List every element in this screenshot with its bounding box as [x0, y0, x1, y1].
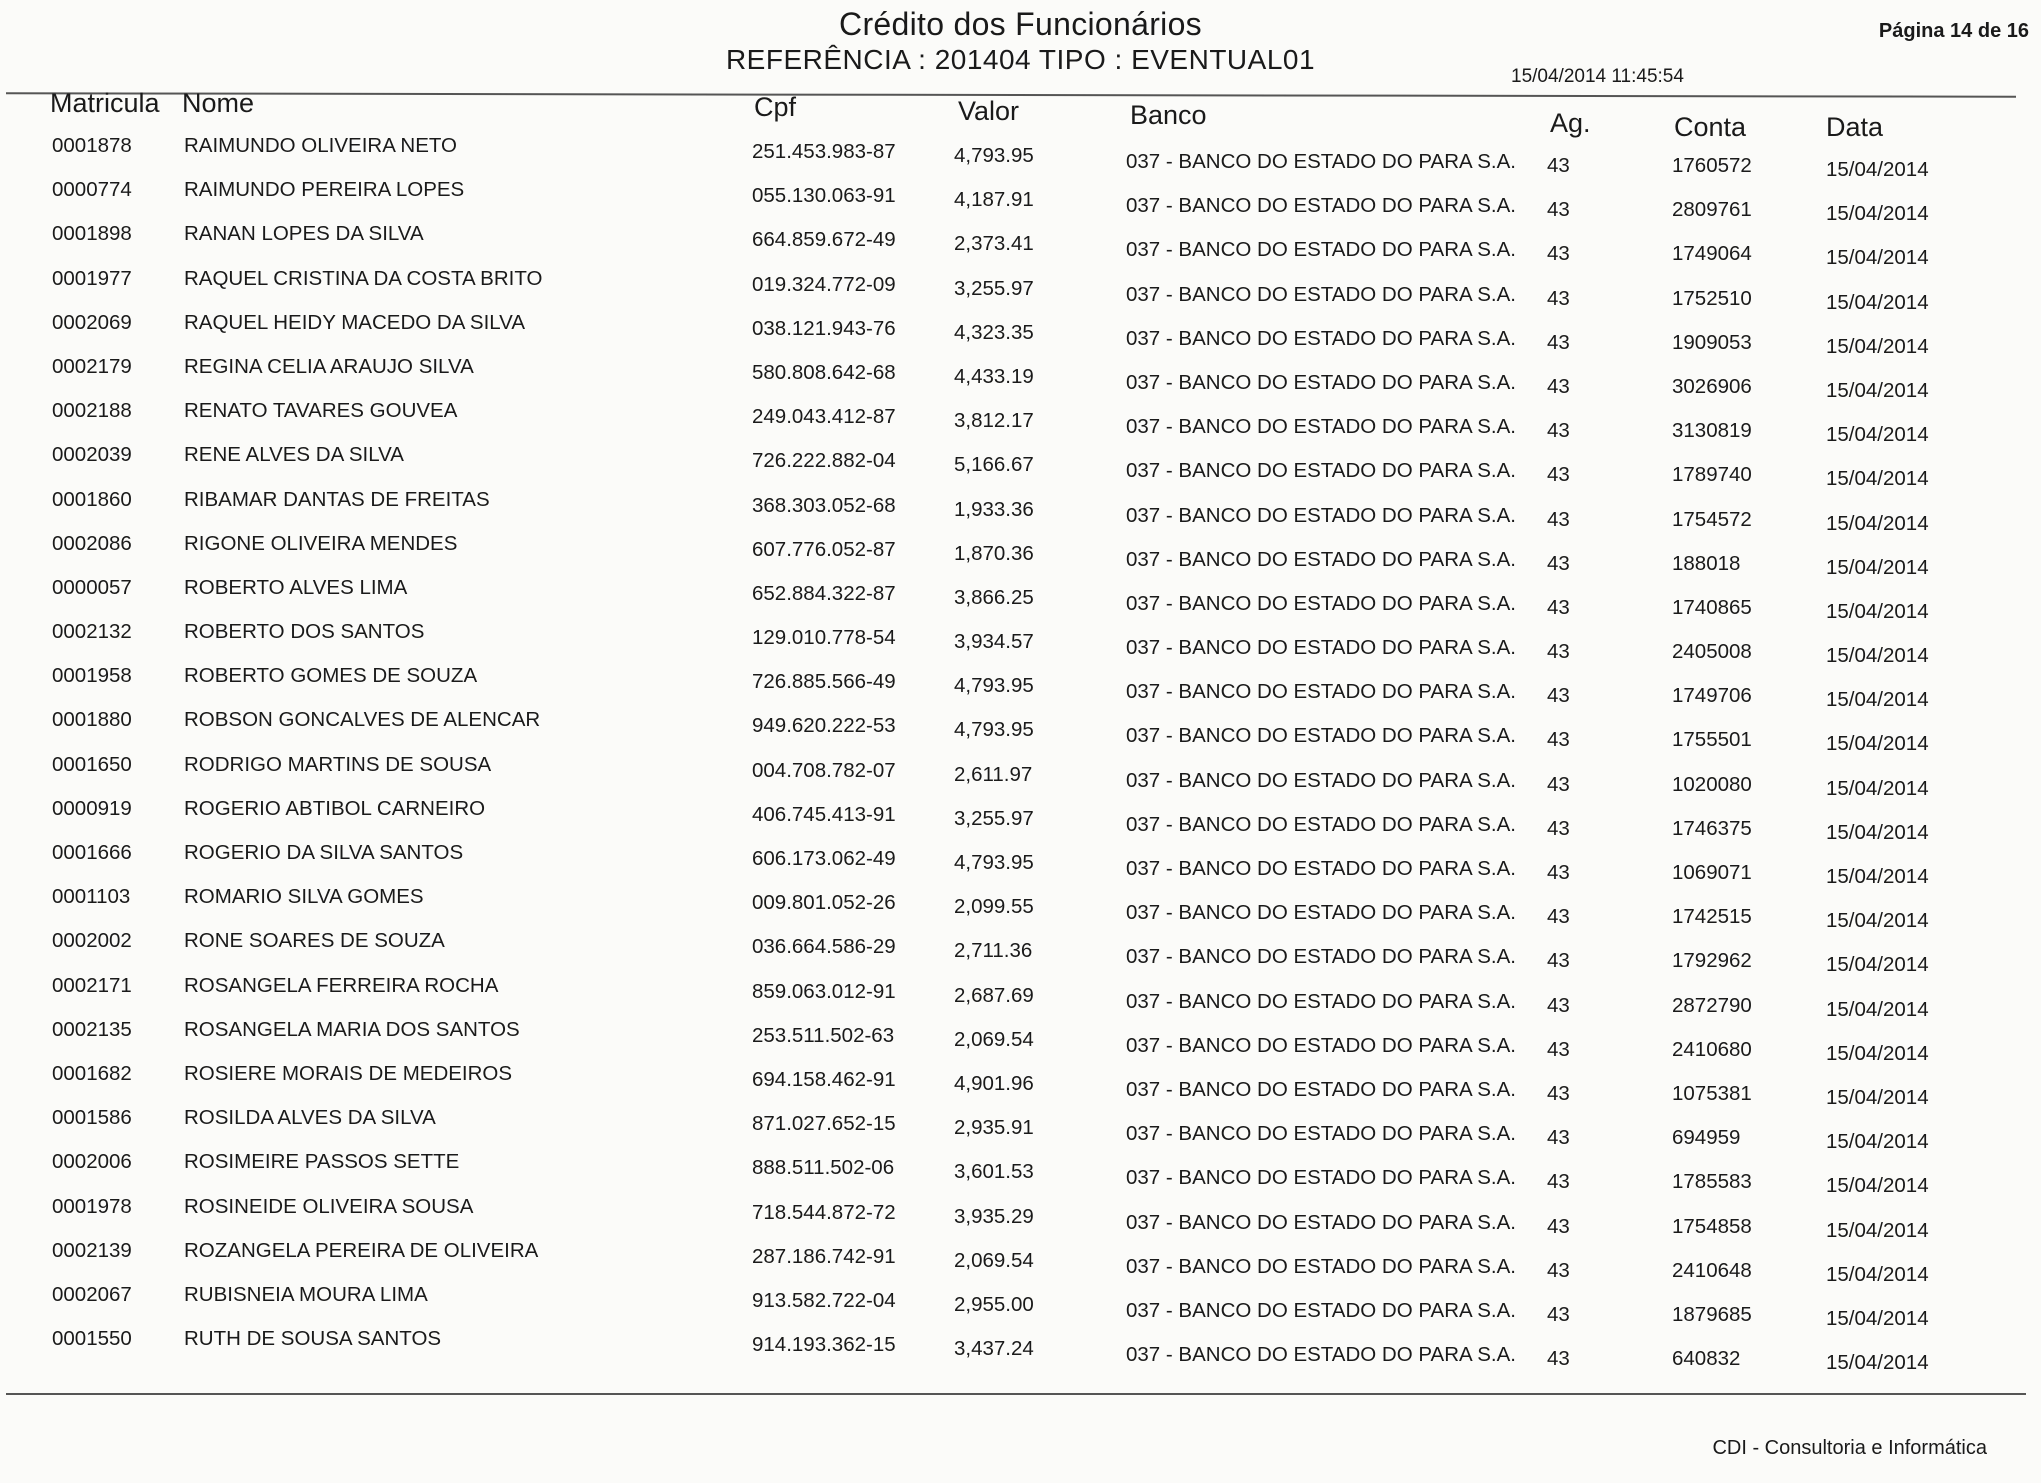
cell-cpf: 726.222.882-04 [752, 449, 896, 473]
cell-conta: 2809761 [1672, 198, 1752, 222]
cell-conta: 1785583 [1672, 1170, 1752, 1194]
table-row [0, 972, 2041, 1021]
cell-data: 15/04/2014 [1826, 953, 1929, 977]
table-row [0, 618, 2041, 668]
cell-nome: ROBERTO ALVES LIMA [184, 575, 408, 599]
cell-matricula: 0002132 [52, 620, 132, 644]
cell-banco: 037 - BANCO DO ESTADO DO PARA S.A. [1126, 459, 1516, 483]
cell-banco: 037 - BANCO DO ESTADO DO PARA S.A. [1126, 1166, 1516, 1190]
cell-data: 15/04/2014 [1826, 202, 1929, 226]
cell-banco: 037 - BANCO DO ESTADO DO PARA S.A. [1126, 636, 1516, 660]
cell-valor: 4,793.95 [954, 851, 1034, 874]
cell-banco: 037 - BANCO DO ESTADO DO PARA S.A. [1126, 945, 1516, 969]
cell-conta: 1760572 [1672, 154, 1752, 177]
cell-agencia: 43 [1547, 286, 1570, 310]
cell-nome: ROBSON GONCALVES DE ALENCAR [184, 708, 541, 732]
cell-data: 15/04/2014 [1826, 732, 1929, 756]
cell-nome: ROBERTO GOMES DE SOUZA [184, 664, 478, 688]
cell-nome: ROSINEIDE OLIVEIRA SOUSA [184, 1194, 474, 1218]
cell-matricula: 0001666 [52, 841, 132, 864]
cell-cpf: 009.801.052-26 [752, 891, 896, 915]
cell-data: 15/04/2014 [1826, 1130, 1929, 1154]
report-subtitle: REFERÊNCIA : 201404 TIPO : EVENTUAL01 [725, 44, 1316, 75]
cell-matricula: 0002135 [52, 1017, 132, 1041]
cell-nome: RIGONE OLIVEIRA MENDES [184, 531, 458, 555]
cell-agencia: 43 [1547, 330, 1570, 354]
table-row [0, 706, 2041, 756]
table-row [0, 441, 2041, 491]
cell-cpf: 913.582.722-04 [752, 1288, 896, 1312]
cell-data: 15/04/2014 [1826, 246, 1929, 270]
cell-nome: RAQUEL HEIDY MACEDO DA SILVA [184, 310, 526, 334]
cell-agencia: 43 [1547, 684, 1570, 708]
cell-cpf: 718.544.872-72 [752, 1200, 896, 1224]
cell-data: 15/04/2014 [1826, 909, 1929, 933]
cell-nome: RAIMUNDO PEREIRA LOPES [184, 178, 465, 202]
column-header-ag: Ag. [1550, 108, 1591, 138]
cell-data: 15/04/2014 [1826, 158, 1929, 181]
cell-conta: 1879685 [1672, 1302, 1752, 1326]
cell-data: 15/04/2014 [1826, 1306, 1929, 1330]
cell-agencia: 43 [1547, 1170, 1570, 1194]
cell-nome: RODRIGO MARTINS DE SOUSA [184, 752, 492, 776]
cell-nome: ROBERTO DOS SANTOS [184, 620, 425, 644]
cell-agencia: 43 [1547, 816, 1570, 840]
cell-cpf: 253.511.502-63 [752, 1023, 895, 1047]
cell-agencia: 43 [1547, 374, 1570, 398]
cell-data: 15/04/2014 [1826, 1262, 1929, 1286]
cell-matricula: 0002188 [52, 399, 132, 423]
cell-data: 15/04/2014 [1826, 997, 1929, 1021]
cell-banco: 037 - BANCO DO ESTADO DO PARA S.A. [1126, 812, 1516, 836]
cell-valor: 4,793.95 [954, 144, 1034, 167]
cell-data: 15/04/2014 [1826, 1085, 1929, 1109]
cell-data: 15/04/2014 [1826, 1351, 1929, 1375]
cell-banco: 037 - BANCO DO ESTADO DO PARA S.A. [1126, 1077, 1516, 1101]
cell-conta: 640832 [1672, 1347, 1741, 1371]
cell-matricula: 0002171 [52, 973, 132, 997]
credit-table [0, 132, 2041, 1375]
footer-company: CDI - Consultoria e Informática [1712, 1437, 1987, 1459]
column-header-valor: Valor [958, 96, 1020, 126]
cell-cpf: 406.745.413-91 [752, 802, 896, 826]
cell-valor: 2,099.55 [954, 895, 1034, 919]
cell-valor: 2,069.54 [954, 1027, 1034, 1051]
column-header-matricula: Matricula [50, 88, 160, 118]
cell-nome: RUBISNEIA MOURA LIMA [184, 1282, 428, 1306]
table-row [0, 574, 2041, 623]
cell-nome: RANAN LOPES DA SILVA [184, 222, 424, 246]
table-row [0, 883, 2041, 933]
table-row [0, 839, 2041, 888]
cell-banco: 037 - BANCO DO ESTADO DO PARA S.A. [1126, 547, 1516, 571]
table-row [0, 220, 2041, 270]
cell-banco: 037 - BANCO DO ESTADO DO PARA S.A. [1126, 1298, 1516, 1322]
cell-agencia: 43 [1547, 1302, 1570, 1326]
table-row [0, 132, 2041, 181]
cell-nome: RAQUEL CRISTINA DA COSTA BRITO [184, 266, 543, 290]
cell-valor: 4,187.91 [954, 188, 1034, 212]
cell-cpf: 249.043.412-87 [752, 405, 896, 429]
cell-banco: 037 - BANCO DO ESTADO DO PARA S.A. [1126, 1210, 1516, 1234]
cell-data: 15/04/2014 [1826, 555, 1929, 579]
cell-agencia: 43 [1547, 463, 1570, 487]
cell-data: 15/04/2014 [1826, 511, 1929, 535]
cell-nome: RAIMUNDO OLIVEIRA NETO [184, 134, 458, 157]
cell-cpf: 368.303.052-68 [752, 493, 896, 517]
footer-rule [6, 1393, 2026, 1395]
table-row [0, 353, 2041, 402]
cell-cpf: 251.453.983-87 [752, 140, 896, 163]
cell-cpf: 580.808.642-68 [752, 360, 896, 384]
cell-matricula: 0001878 [52, 134, 132, 157]
table-row [0, 1281, 2041, 1330]
cell-matricula: 0001103 [52, 885, 131, 909]
cell-valor: 4,433.19 [954, 364, 1034, 388]
cell-banco: 037 - BANCO DO ESTADO DO PARA S.A. [1126, 989, 1516, 1013]
cell-agencia: 43 [1547, 1126, 1570, 1150]
cell-nome: ROSANGELA FERREIRA ROCHA [184, 973, 499, 997]
cell-matricula: 0001977 [52, 266, 132, 290]
cell-agencia: 43 [1547, 1258, 1570, 1282]
cell-agencia: 43 [1547, 728, 1570, 752]
cell-agencia: 43 [1547, 551, 1570, 575]
cell-matricula: 0001958 [52, 664, 132, 688]
cell-data: 15/04/2014 [1826, 378, 1929, 402]
cell-cpf: 004.708.782-07 [752, 758, 896, 782]
cell-conta: 2872790 [1672, 993, 1752, 1017]
report-timestamp: 15/04/2014 11:45:54 [1511, 66, 1684, 87]
cell-cpf: 055.130.063-91 [752, 184, 896, 208]
table-row [0, 751, 2041, 800]
cell-cpf: 019.324.772-09 [752, 272, 896, 296]
cell-banco: 037 - BANCO DO ESTADO DO PARA S.A. [1126, 282, 1516, 306]
table-row [0, 1325, 2041, 1375]
table-row [0, 530, 2041, 579]
cell-banco: 037 - BANCO DO ESTADO DO PARA S.A. [1126, 150, 1516, 173]
column-header-nome: Nome [182, 88, 255, 118]
cell-banco: 037 - BANCO DO ESTADO DO PARA S.A. [1126, 768, 1516, 792]
table-row [0, 1060, 2041, 1109]
cell-valor: 3,812.17 [954, 409, 1034, 433]
cell-cpf: 607.776.052-87 [752, 537, 896, 561]
cell-matricula: 0001650 [52, 752, 132, 776]
cell-banco: 037 - BANCO DO ESTADO DO PARA S.A. [1126, 1343, 1516, 1367]
cell-valor: 5,166.67 [954, 453, 1034, 477]
cell-conta: 1075381 [1672, 1081, 1752, 1105]
table-row [0, 1104, 2041, 1154]
cell-agencia: 43 [1547, 1037, 1570, 1061]
cell-banco: 037 - BANCO DO ESTADO DO PARA S.A. [1126, 326, 1516, 350]
cell-valor: 3,255.97 [954, 276, 1034, 300]
cell-conta: 1069071 [1672, 861, 1752, 884]
cell-nome: ROGERIO ABTIBOL CARNEIRO [184, 796, 486, 820]
cell-data: 15/04/2014 [1826, 865, 1929, 888]
cell-conta: 1754858 [1672, 1214, 1752, 1238]
table-row [0, 1237, 2041, 1286]
cell-conta: 1909053 [1672, 330, 1752, 354]
table-row [0, 1016, 2041, 1065]
cell-cpf: 287.186.742-91 [752, 1244, 896, 1268]
cell-valor: 2,611.97 [954, 762, 1033, 786]
cell-nome: RUTH DE SOUSA SANTOS [184, 1327, 442, 1351]
cell-valor: 3,935.29 [954, 1204, 1034, 1228]
cell-conta: 3130819 [1672, 419, 1752, 443]
cell-conta: 694959 [1672, 1126, 1741, 1150]
table-row [0, 309, 2041, 358]
cell-data: 15/04/2014 [1826, 599, 1929, 623]
table-row [0, 265, 2041, 314]
cell-matricula: 0002086 [52, 531, 132, 555]
cell-cpf: 859.063.012-91 [752, 979, 896, 1003]
cell-agencia: 43 [1547, 993, 1570, 1017]
cell-matricula: 0002006 [52, 1150, 132, 1174]
cell-banco: 037 - BANCO DO ESTADO DO PARA S.A. [1126, 503, 1516, 527]
cell-matricula: 0001898 [52, 222, 132, 246]
cell-valor: 3,601.53 [954, 1160, 1034, 1184]
cell-conta: 2405008 [1672, 640, 1752, 664]
cell-agencia: 43 [1547, 1081, 1570, 1105]
cell-cpf: 871.027.652-15 [752, 1112, 896, 1136]
cell-conta: 1792962 [1672, 949, 1752, 973]
table-row [0, 795, 2041, 844]
cell-banco: 037 - BANCO DO ESTADO DO PARA S.A. [1126, 415, 1516, 439]
table-row [0, 927, 2041, 977]
cell-banco: 037 - BANCO DO ESTADO DO PARA S.A. [1126, 194, 1516, 218]
cell-banco: 037 - BANCO DO ESTADO DO PARA S.A. [1126, 901, 1516, 925]
cell-conta: 2410680 [1672, 1037, 1752, 1061]
cell-data: 15/04/2014 [1826, 423, 1929, 447]
cell-valor: 2,069.54 [954, 1248, 1034, 1272]
cell-cpf: 726.885.566-49 [752, 670, 896, 694]
cell-data: 15/04/2014 [1826, 334, 1929, 358]
cell-cpf: 652.884.322-87 [752, 581, 896, 605]
cell-banco: 037 - BANCO DO ESTADO DO PARA S.A. [1126, 591, 1516, 615]
cell-matricula: 0002067 [52, 1282, 132, 1306]
cell-valor: 2,711.36 [954, 939, 1033, 963]
cell-conta: 1742515 [1672, 905, 1752, 929]
cell-banco: 037 - BANCO DO ESTADO DO PARA S.A. [1126, 724, 1516, 748]
cell-valor: 3,866.25 [954, 585, 1034, 609]
table-row [0, 486, 2041, 535]
cell-conta: 1752510 [1672, 286, 1752, 310]
cell-data: 15/04/2014 [1826, 1041, 1929, 1065]
cell-nome: ROSIMEIRE PASSOS SETTE [184, 1150, 460, 1174]
cell-conta: 1789740 [1672, 463, 1752, 487]
cell-matricula: 0002039 [52, 443, 132, 467]
cell-conta: 1020080 [1672, 772, 1752, 796]
cell-matricula: 0001860 [52, 487, 132, 511]
cell-cpf: 036.664.586-29 [752, 935, 896, 959]
cell-matricula: 0002069 [52, 310, 132, 334]
cell-matricula: 0001880 [52, 708, 132, 732]
cell-data: 15/04/2014 [1826, 688, 1929, 712]
cell-agencia: 43 [1547, 772, 1570, 796]
cell-nome: REGINA CELIA ARAUJO SILVA [184, 354, 474, 378]
column-header-banco: Banco [1130, 100, 1207, 130]
cell-valor: 2,687.69 [954, 983, 1034, 1007]
cell-conta: 1754572 [1672, 507, 1752, 531]
cell-matricula: 0001682 [52, 1061, 132, 1085]
cell-matricula: 0002139 [52, 1238, 132, 1262]
cell-valor: 4,793.95 [954, 674, 1034, 698]
cell-valor: 2,373.41 [954, 232, 1034, 256]
cell-matricula: 0001586 [52, 1106, 132, 1130]
cell-banco: 037 - BANCO DO ESTADO DO PARA S.A. [1126, 680, 1516, 704]
cell-data: 15/04/2014 [1826, 467, 1929, 491]
cell-banco: 037 - BANCO DO ESTADO DO PARA S.A. [1126, 1122, 1516, 1146]
cell-agencia: 43 [1547, 595, 1570, 619]
cell-banco: 037 - BANCO DO ESTADO DO PARA S.A. [1126, 1254, 1516, 1278]
table-row [0, 397, 2041, 447]
column-header-data: Data [1826, 112, 1884, 142]
cell-agencia: 43 [1547, 154, 1570, 177]
cell-nome: ROSIERE MORAIS DE MEDEIROS [184, 1061, 513, 1085]
cell-conta: 1749064 [1672, 242, 1752, 266]
cell-conta: 3026906 [1672, 374, 1752, 398]
cell-conta: 1749706 [1672, 684, 1752, 708]
cell-matricula: 0001978 [52, 1194, 132, 1218]
cell-cpf: 949.620.222-53 [752, 714, 896, 738]
table-row [0, 1148, 2041, 1198]
cell-nome: ROGERIO DA SILVA SANTOS [184, 841, 464, 864]
table-row [0, 1193, 2041, 1242]
cell-agencia: 43 [1547, 905, 1570, 929]
cell-agencia: 43 [1547, 949, 1570, 973]
cell-data: 15/04/2014 [1826, 1218, 1929, 1242]
cell-nome: RENATO TAVARES GOUVEA [184, 399, 458, 423]
cell-banco: 037 - BANCO DO ESTADO DO PARA S.A. [1126, 1033, 1516, 1057]
cell-conta: 188018 [1672, 551, 1741, 575]
cell-cpf: 694.158.462-91 [752, 1067, 896, 1091]
cell-agencia: 43 [1547, 507, 1570, 531]
cell-matricula: 0000774 [52, 178, 132, 202]
cell-data: 15/04/2014 [1826, 644, 1929, 668]
cell-matricula: 0002179 [52, 354, 132, 378]
cell-valor: 4,901.96 [954, 1071, 1034, 1095]
cell-cpf: 914.193.362-15 [752, 1333, 896, 1357]
cell-valor: 1,933.36 [954, 497, 1034, 521]
cell-agencia: 43 [1547, 1347, 1570, 1371]
cell-valor: 2,935.91 [954, 1116, 1034, 1140]
cell-agencia: 43 [1547, 198, 1570, 222]
column-header-cpf: Cpf [754, 92, 797, 122]
cell-matricula: 0002002 [52, 929, 132, 953]
cell-matricula: 0000057 [52, 575, 132, 599]
cell-banco: 037 - BANCO DO ESTADO DO PARA S.A. [1126, 857, 1516, 880]
cell-conta: 2410648 [1672, 1258, 1752, 1282]
cell-valor: 2,955.00 [954, 1292, 1034, 1316]
cell-cpf: 606.173.062-49 [752, 847, 896, 870]
cell-data: 15/04/2014 [1826, 1174, 1929, 1198]
column-header-conta: Conta [1674, 112, 1747, 142]
cell-cpf: 888.511.502-06 [752, 1156, 895, 1180]
page-number: Página 14 de 16 [1878, 20, 2029, 42]
cell-valor: 1,870.36 [954, 541, 1034, 565]
cell-data: 15/04/2014 [1826, 290, 1929, 314]
table-row [0, 662, 2041, 712]
cell-valor: 4,323.35 [954, 320, 1034, 344]
cell-banco: 037 - BANCO DO ESTADO DO PARA S.A. [1126, 370, 1516, 394]
cell-conta: 1740865 [1672, 595, 1752, 619]
cell-agencia: 43 [1547, 242, 1570, 266]
cell-cpf: 664.859.672-49 [752, 228, 896, 252]
cell-data: 15/04/2014 [1826, 776, 1929, 800]
cell-data: 15/04/2014 [1826, 820, 1929, 844]
cell-nome: ROZANGELA PEREIRA DE OLIVEIRA [184, 1238, 539, 1262]
cell-nome: RONE SOARES DE SOUZA [184, 929, 445, 953]
cell-valor: 3,934.57 [954, 630, 1034, 654]
cell-valor: 4,793.95 [954, 718, 1034, 742]
cell-valor: 3,437.24 [954, 1337, 1034, 1361]
cell-nome: ROSILDA ALVES DA SILVA [184, 1106, 436, 1130]
cell-cpf: 129.010.778-54 [752, 626, 896, 650]
cell-conta: 1755501 [1672, 728, 1752, 752]
cell-matricula: 0001550 [52, 1327, 132, 1351]
table-row [0, 176, 2041, 226]
cell-agencia: 43 [1547, 861, 1570, 884]
cell-banco: 037 - BANCO DO ESTADO DO PARA S.A. [1126, 238, 1516, 262]
cell-agencia: 43 [1547, 640, 1570, 664]
cell-nome: RENE ALVES DA SILVA [184, 443, 404, 467]
cell-cpf: 038.121.943-76 [752, 316, 896, 340]
cell-conta: 1746375 [1672, 816, 1752, 840]
report-title: Crédito dos Funcionários [839, 6, 1202, 42]
cell-agencia: 43 [1547, 1214, 1570, 1238]
cell-valor: 3,255.97 [954, 806, 1034, 830]
cell-nome: RIBAMAR DANTAS DE FREITAS [184, 487, 490, 511]
cell-nome: ROMARIO SILVA GOMES [184, 885, 424, 909]
cell-matricula: 0000919 [52, 796, 132, 820]
cell-agencia: 43 [1547, 419, 1570, 443]
cell-nome: ROSANGELA MARIA DOS SANTOS [184, 1017, 520, 1041]
